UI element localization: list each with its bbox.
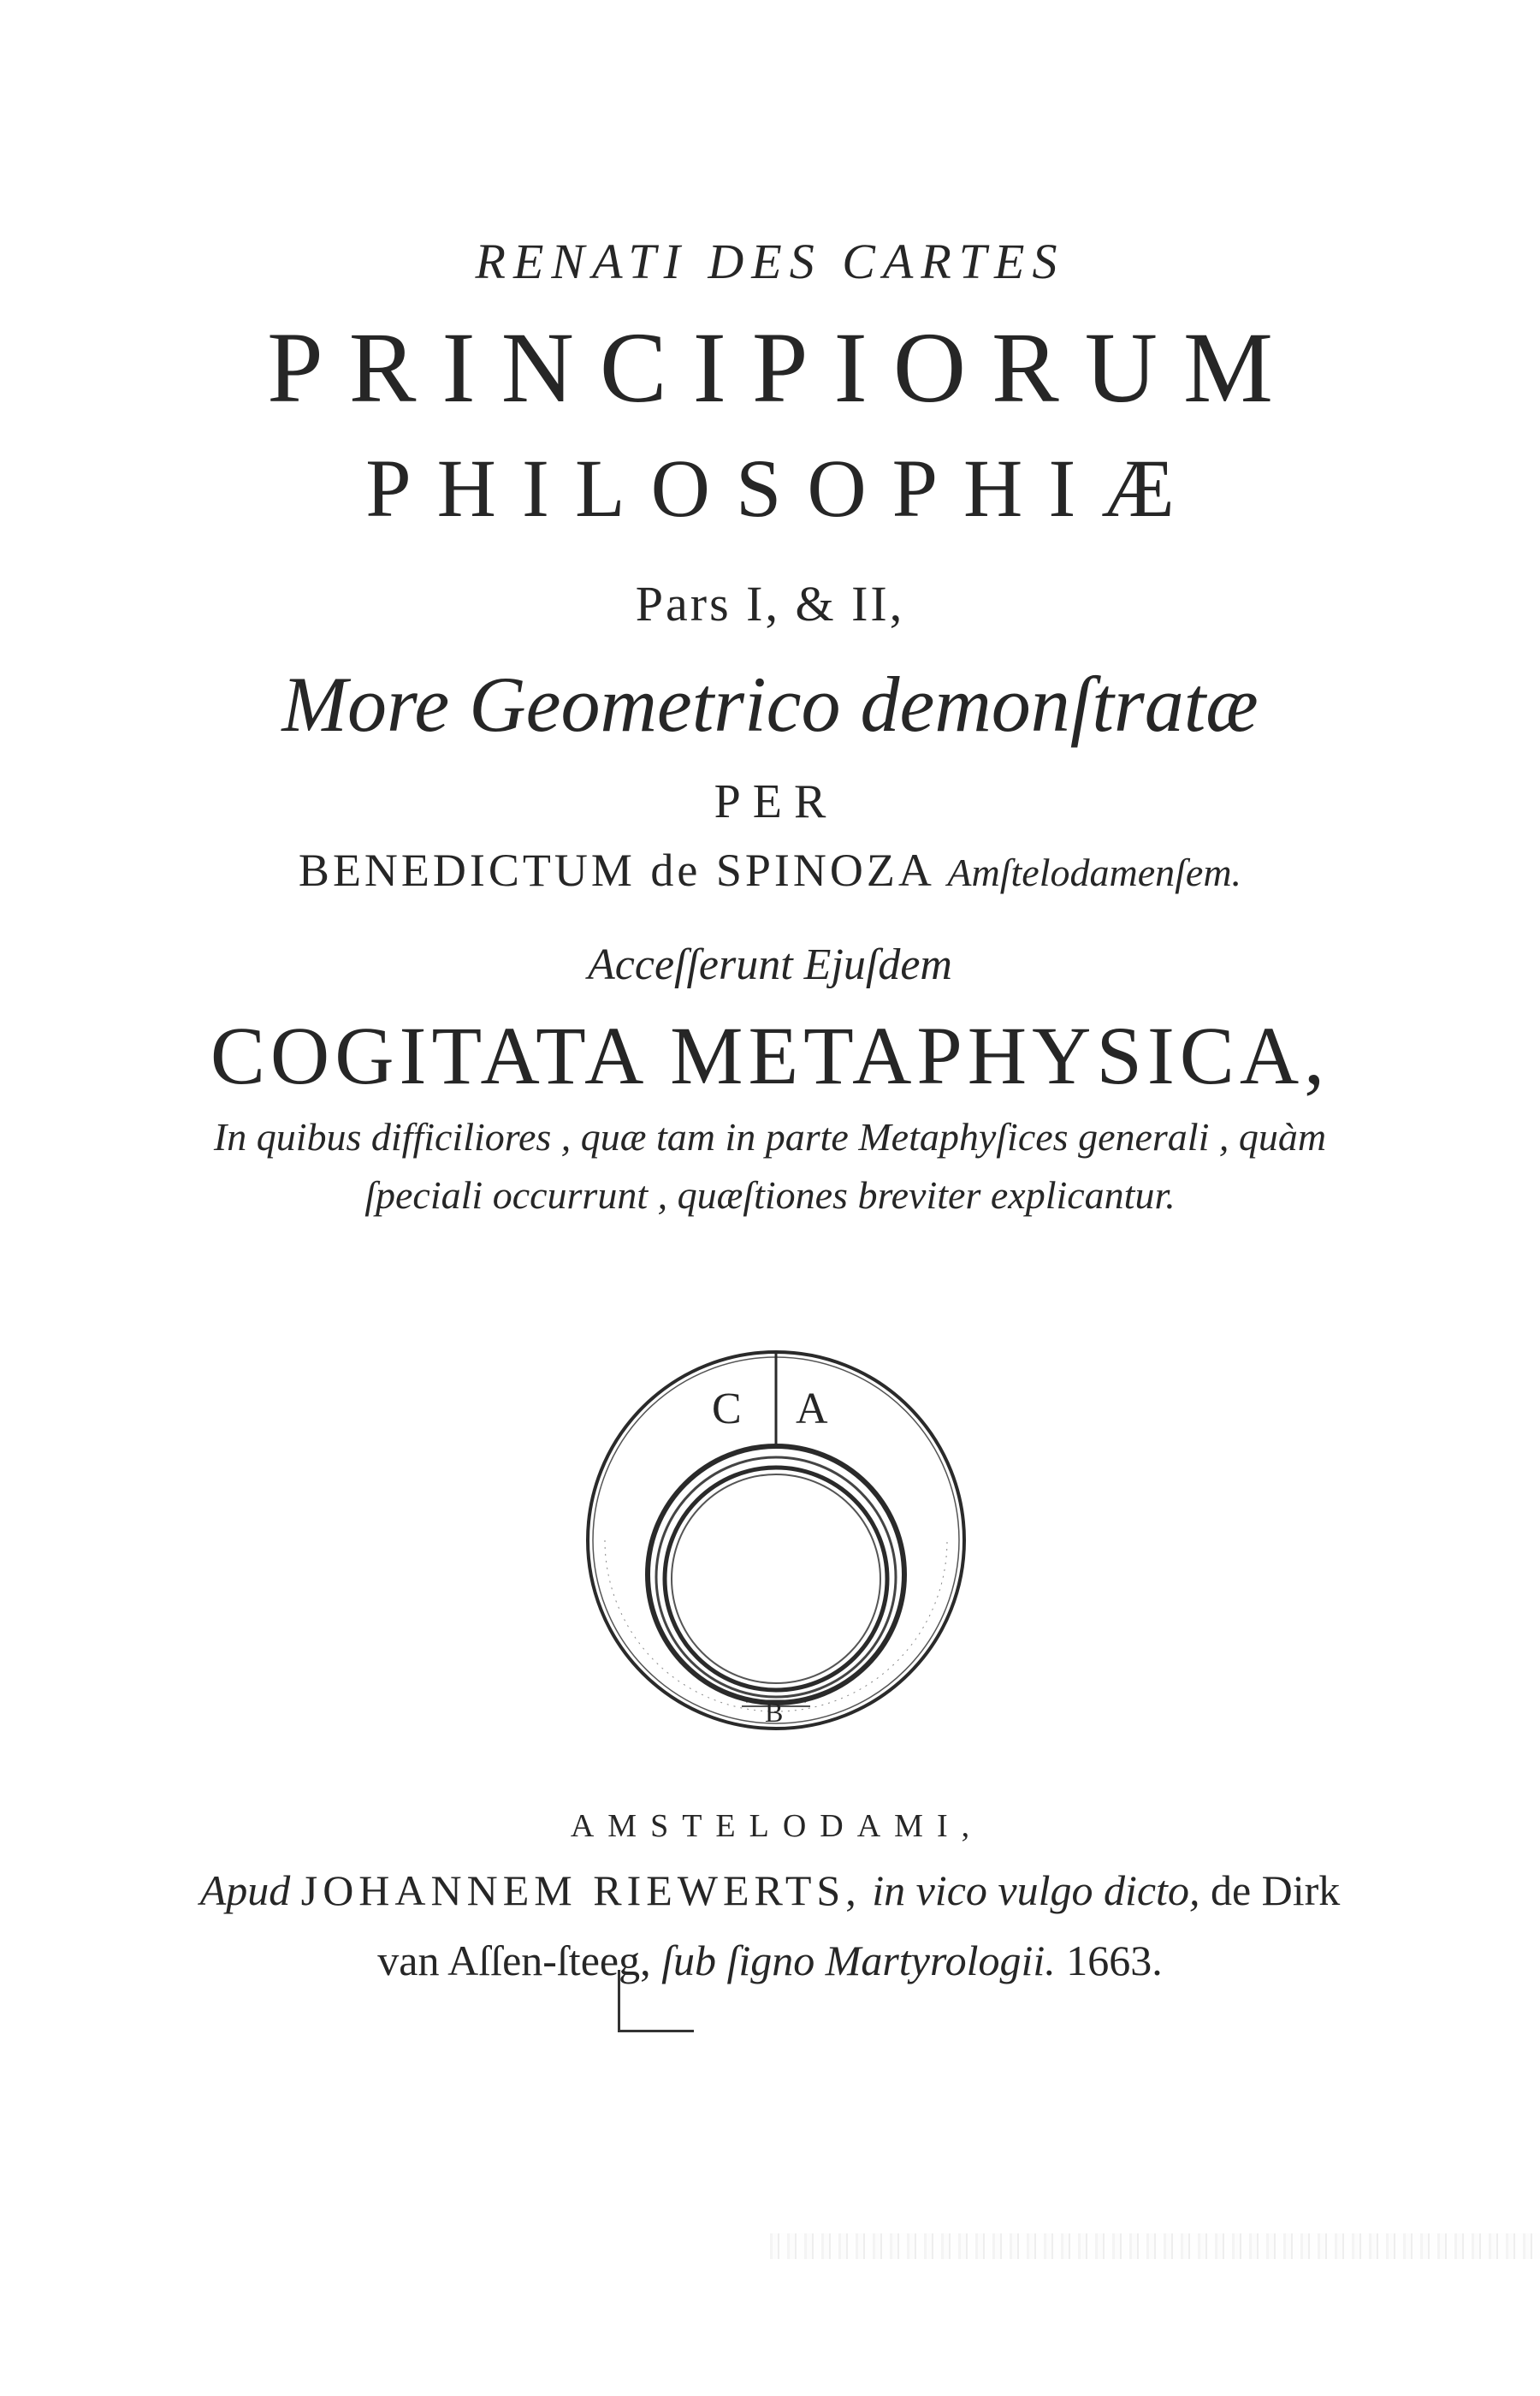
author-origin: Amſtelodamenſem. <box>947 851 1242 894</box>
description-line-2: ſpeciali occurrunt , quæſtiones breviter explicantur. <box>364 1173 1176 1217</box>
method-line: More Geometrico demonſtratæ <box>281 661 1259 748</box>
author-name: BENEDICTUM de SPINOZA <box>298 845 933 896</box>
imprint-sign: ſub ſigno Martyrologii. <box>661 1936 1056 1984</box>
emblem-label-c: C <box>712 1385 742 1433</box>
title-line-1: PRINCIPIORUM <box>267 311 1299 424</box>
imprint-publisher: JOHANNEM RIEWERTS, <box>300 1866 862 1914</box>
description-line-1: In quibus difficiliores , quæ tam in parte Metaphyſices generali , quàm <box>213 1115 1327 1159</box>
pen-bracket-mark <box>618 1970 694 2032</box>
ring-emblem <box>575 1322 977 1750</box>
parts-line: Pars I, & II, <box>635 576 905 632</box>
appendix-title: COGITATA METAPHYSICA, <box>210 1010 1330 1101</box>
imprint-year: 1663. <box>1066 1936 1163 1984</box>
imprint-apud: Apud <box>199 1866 291 1914</box>
per-line: PER <box>714 775 838 828</box>
emblem-label-b: B <box>765 1697 784 1728</box>
title-line-2: PHILOSOPHIÆ <box>365 442 1200 534</box>
ring-emblem-svg <box>575 1322 977 1750</box>
imprint-line-2 <box>0 1936 1540 1985</box>
imprint-street: de Dirk <box>1210 1866 1341 1914</box>
imprint-location: in vico vulgo dicto, <box>872 1866 1200 1914</box>
scan-artifact <box>770 2233 1540 2259</box>
accesserunt-line: Acceſſerunt Ejuſdem <box>588 940 952 989</box>
imprint-street-2: van Aſſen-ſteeg, <box>377 1936 651 1984</box>
place-line: AMSTELODAMI, <box>570 1808 984 1844</box>
author-line: RENATI DES CARTES <box>475 234 1065 289</box>
author-name-line <box>0 844 1540 897</box>
emblem-label-a: A <box>796 1385 828 1433</box>
imprint-line-1 <box>0 1865 1540 1915</box>
